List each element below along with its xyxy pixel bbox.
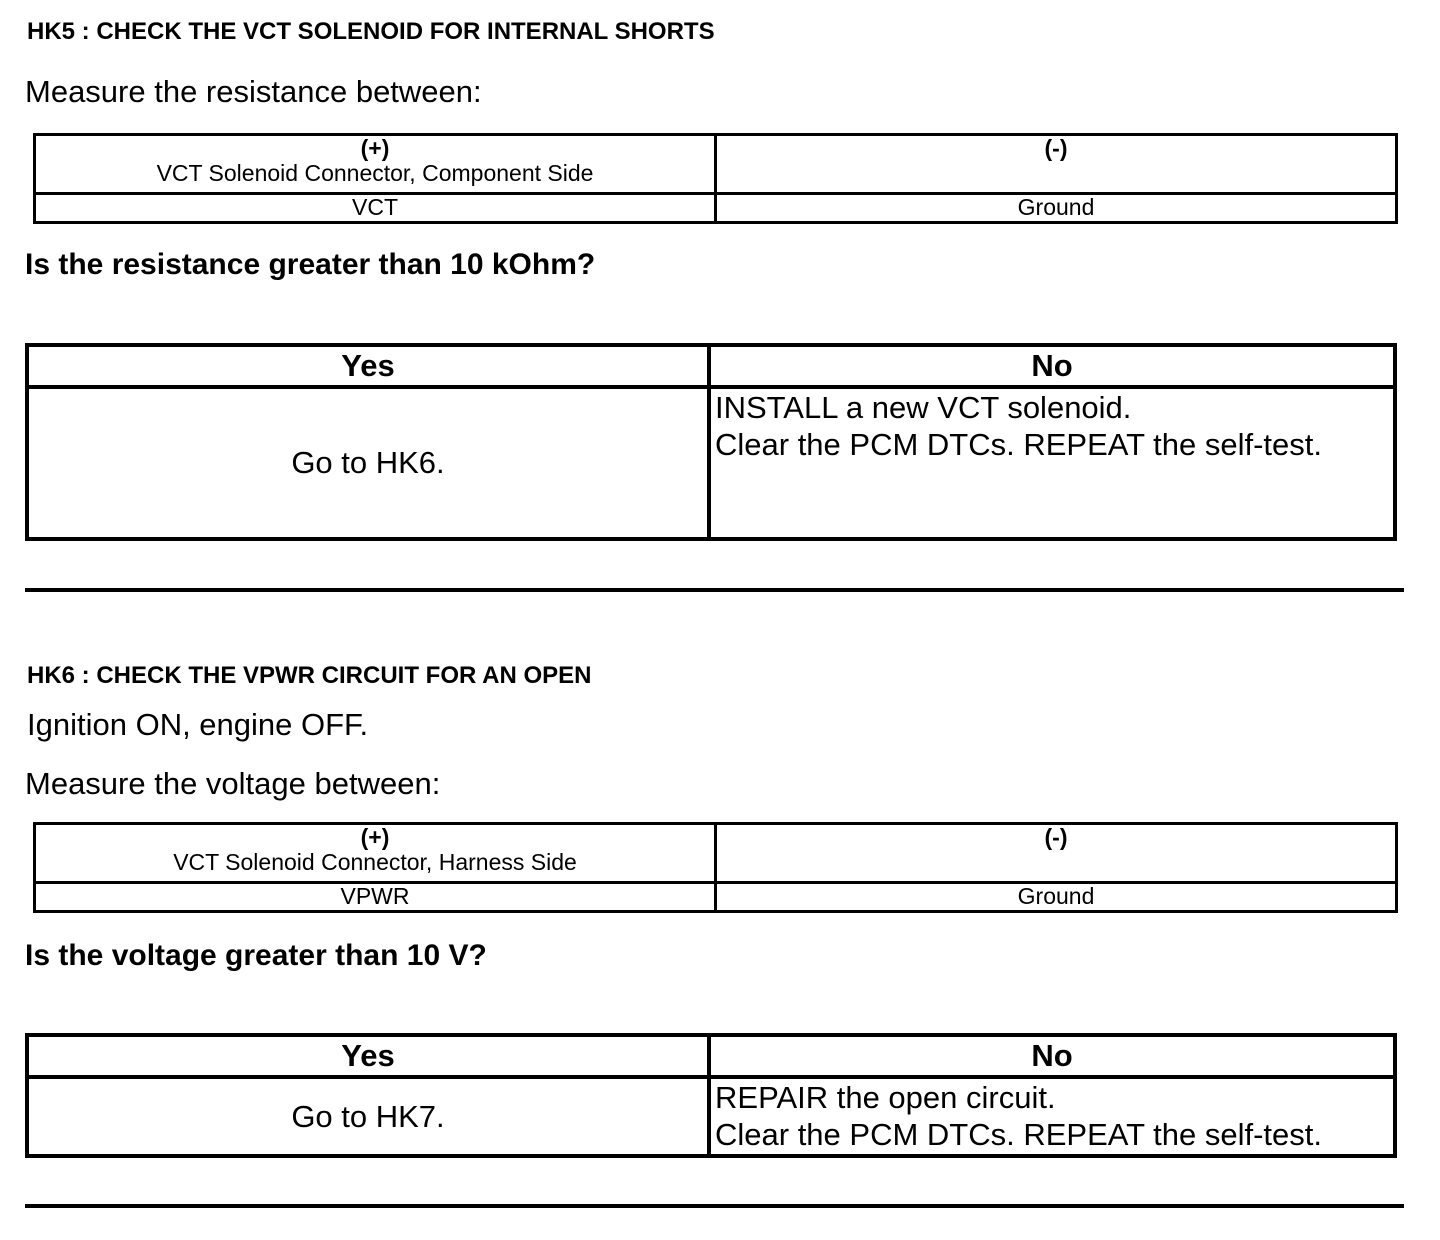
hk6-question: Is the voltage greater than 10 V?: [25, 939, 487, 972]
hk6-plus-label: VCT Solenoid Connector, Harness Side: [173, 849, 577, 875]
hk6-step-title: HK6 : CHECK THE VPWR CIRCUIT FOR AN OPEN: [27, 662, 592, 689]
hk5-result-table: [25, 343, 1397, 541]
hk5-yes-header: Yes: [27, 345, 709, 387]
hk5-yes-cell: [27, 387, 709, 539]
hk5-no-cell: [709, 387, 1395, 539]
section-divider-2: [25, 1204, 1404, 1208]
hk5-plus-header: [35, 135, 716, 194]
hk5-no-header: No: [709, 345, 1395, 387]
hk6-plus-sign: (+): [360, 824, 390, 850]
hk5-no-action-line2: Clear the PCM DTCs. REPEAT the self-test.: [715, 427, 1322, 462]
hk5-plus-value: VCT: [35, 194, 716, 223]
hk6-minus-value: Ground: [716, 883, 1397, 912]
hk5-plus-label: VCT Solenoid Connector, Component Side: [156, 160, 594, 186]
hk6-no-action-line2: Clear the PCM DTCs. REPEAT the self-test.: [715, 1117, 1322, 1152]
hk6-instruction-measure: Measure the voltage between:: [25, 766, 441, 801]
section-divider-1: [25, 588, 1404, 592]
hk5-question: Is the resistance greater than 10 kOhm?: [25, 248, 596, 281]
hk5-minus-header: [716, 135, 1397, 194]
hk6-yes-action: Go to HK7.: [291, 1098, 445, 1134]
hk6-no-action-line1: REPAIR the open circuit.: [715, 1080, 1056, 1115]
hk6-no-cell: [709, 1077, 1395, 1156]
hk5-no-action-line1: INSTALL a new VCT solenoid.: [715, 390, 1132, 425]
hk5-plus-sign: (+): [360, 135, 390, 161]
hk6-yes-header: Yes: [27, 1035, 709, 1077]
hk5-measurement-table: [33, 133, 1398, 224]
hk5-step-title: HK5 : CHECK THE VCT SOLENOID FOR INTERNAL SHORTS: [27, 18, 715, 45]
hk6-minus-sign: (-): [1044, 824, 1068, 850]
hk6-plus-value: VPWR: [35, 883, 716, 912]
hk5-instruction: Measure the resistance between:: [25, 74, 482, 109]
hk6-measurement-table: [33, 822, 1398, 913]
hk6-minus-header: [716, 824, 1397, 883]
hk5-minus-sign: (-): [1044, 135, 1068, 161]
hk6-result-table: [25, 1033, 1397, 1158]
hk6-instruction-ignition: Ignition ON, engine OFF.: [27, 707, 369, 742]
hk6-yes-cell: [27, 1077, 709, 1156]
hk5-minus-value: Ground: [716, 194, 1397, 223]
hk6-plus-header: [35, 824, 716, 883]
hk5-yes-action: Go to HK6.: [291, 445, 445, 480]
hk6-no-header: No: [709, 1035, 1395, 1077]
